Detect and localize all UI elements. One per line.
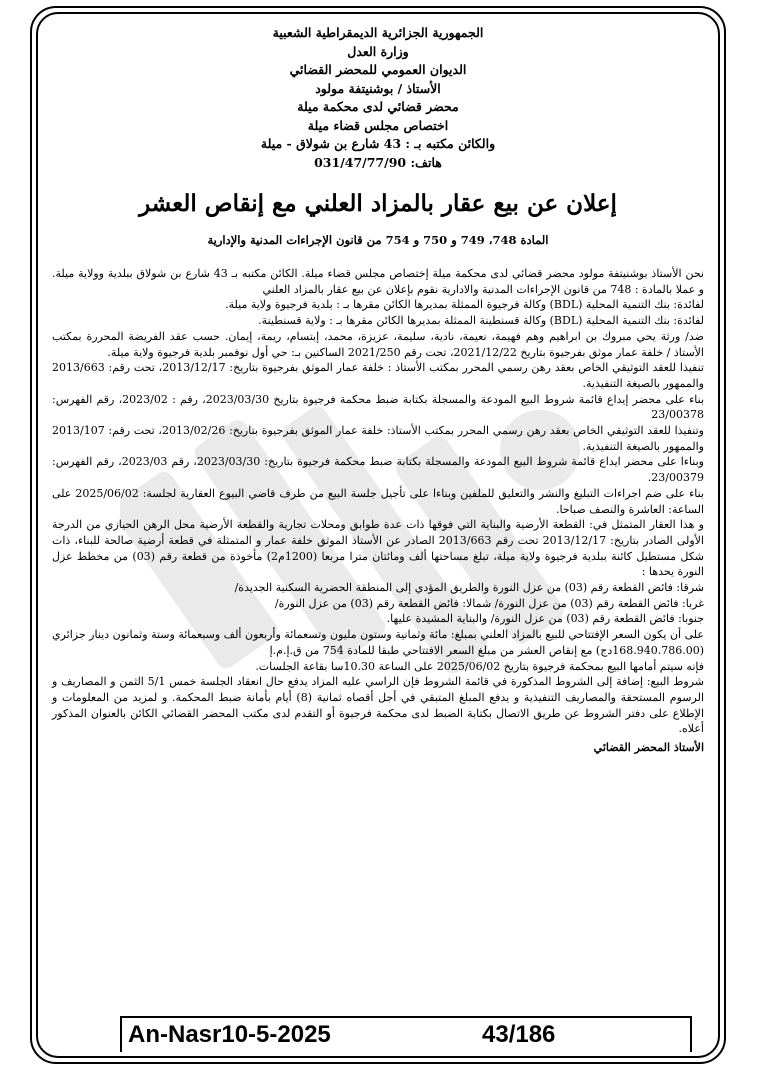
paragraph-beneficiary-2: لفائدة: بنك التنمية المحلية (BDL) وكالة قسنطينة الممثلة بمديرها الكائن مقرها بـ : ولاية قسنطينة.	[258, 314, 704, 328]
paragraph-sale-date: فإنه سيتم أمامها البيع بمحكمة فرجيوة بتاريخ 2025/06/02 على الساعة 10.30سا بقاعة الجلسات.	[255, 659, 704, 673]
announcement-title: إعلان عن بيع عقار بالمزاد العلني مع إنقاص العشر	[139, 190, 617, 217]
paragraph-execution-1: تنفيذا للعقد التوثيقي الخاص بعقد رهن رسمي المحرر بمكتب الأستاذ : خلفة عمار الموثق بفرجيوة بتاريخ: 2013/12/17، تحت رقم: 2013/663 والممهور بالصيغة التنفيذية.	[52, 361, 704, 390]
announcement-body	[52, 266, 704, 737]
publication-date: An-Nasr10-5-2025	[128, 1021, 331, 1048]
header-line-jurisdiction: اختصاص مجلس قضاء ميلة	[307, 117, 449, 133]
header-line-country: الجمهورية الجزائرية الديمقراطية الشعبية	[272, 25, 484, 40]
paragraph-price: على أن يكون السعر الإفتتاحي للبيع بالمزاد العلني بمبلغ: مائة وثمانية وستون مليون وتسعمائة وأربعون ألف وسبعمائة وستة وثمانون دينار جزائري (168.940.786.00دج) مع إنقاص العشر من مبلغ السعر الافتتاحي طبقا للمادة 754 من ق.إ.م.إ	[52, 628, 704, 657]
paragraph-conditions: شروط البيع: إضافة إلى الشروط المذكورة في قائمة الشروط فإن الراسي عليه المزاد يدفع حال انعقاد الجلسة خمس 5/1 الثمن و المصاريف و الرسوم المستحقة والمصاريف التنفيذية و يدفع المبلغ المتبقي في أجل أقصاه ثمانية (8) أيام بأمانة ضبط المحكمة. و لمزيد من المعلومات و الإطلاع على دفتر الشروط عن طريق الاتصال بكتابة الضبط لدى محكمة فرجيوة أو التقدم لدى مكتب المحضر القضائي الكائن بالعنوان المذكور أعلاه.	[52, 675, 704, 736]
legal-articles-subtitle: المادة 748، 749 و 750 و 754 من قانون الإجراءات المدنية والإدارية	[207, 233, 549, 247]
paragraph-deposit-1: بناء على محضر إيداع قائمة شروط البيع المودعة والمسجلة بكتابة ضبط محكمة فرجيوة بتاريخ 2023/03/30، رقم : 2023/02، رقم الفهرس: 23/00378	[52, 392, 705, 422]
page-number: 43/186	[482, 1021, 556, 1048]
paragraph-boundary-west-north: غربا: فائض القطعة رقم (03) من عزل النورة/ شمالا: فائض القطعة رقم (03) من عزل النورة/	[274, 596, 704, 610]
paragraph-boundary-east: شرقا: فائض القطعة رقم (03) من عزل النورة والطريق المؤدي إلى المنطقة الحضرية السكنية الجديدة/	[234, 581, 704, 595]
publication-footer	[120, 1016, 692, 1052]
official-header	[52, 24, 704, 172]
header-line-phone: هاتف: 031/47/77/90	[314, 154, 442, 170]
paragraph-boundary-south: جنوبا: فائض القطعة رقم (03) من عزل النورة/ والبناية المشيدة عليها.	[386, 612, 704, 626]
paragraph-beneficiary-1: لفائدة: بنك التنمية المحلية (BDL) وكالة فرجيوة الممثلة بمديرها الكائن مقرها بـ : بلدية فرجيوة ولاية ميلة.	[225, 298, 704, 312]
announcement-content	[52, 24, 704, 874]
paragraph-execution-2: وتنفيذا للعقد التوثيقي الخاص بعقد رهن رسمي المحرر بمكتب الأستاذ: خلفة عمار الموثق بفرجيوة بتاريخ: 2013/02/26، تحت رقم: 2013/107 والممهور بالصيغة التنفيذية.	[52, 424, 704, 453]
header-line-court: محضر قضائي لدى محكمة ميلة	[297, 99, 459, 114]
header-line-office: الديوان العمومي للمحضر القضائي	[289, 62, 467, 77]
paragraph-property: و هذا العقار المتمثل في: القطعة الأرضية والبناية التي فوقها ذات عدة طوابق ومحلات تجارية والقطعة الأرضية محل الرهن الحيازي من الدرجة الأولى الصادر بتاريخ: 2013/12/17 تحت رقم 2013/663 الصادر عن الأستاذ الموثق خلفة عمار و المتمثلة في قطعة أرضية صالحة للبناء، ذات شكل مستطيل كائنة ببلدية فرجيوة ولاية ميلة، تبلغ مساحتها ألف ومائتان مترا مربعا (1200م2) مأخوذة من قطعة رقم (03) من مخطط عزل النورة يحدها :	[52, 518, 704, 579]
header-line-ministry: وزارة العدل	[347, 43, 409, 59]
header-line-bailiff: الأستاذ / بوشنيتفة مولود	[315, 80, 441, 96]
paragraph-defendants: ضد/ ورثة يحي مبروك بن ابراهيم وهم فهيمة، نعيمة، نادية، سليمة، عزيزة، محمد، إبتسام، ريمة، إيمان. حسب عقد الفريضة المحررة بمكتب الأستاذ / خلفة عمار موثق بفرجيوة بتاريخ 2021/12/22، تحت رقم 2021/250 الساكنين بـ: حي أول نوفمبر بلدية فرجيوة ولاية ميلة.	[52, 329, 704, 359]
paragraph-deposit-2: وبناءا على محضر ايداع قائمة شروط البيع المودعة والمسجلة بكتابة ضبط محكمة فرجيوة بتاريخ: 2023/03/30، رقم 2023/03، رقم الفهرس: 23/00379.	[52, 455, 704, 485]
header-line-address: والكائن مكتبه بـ : 43 شارع بن شولاق - ميلة	[260, 136, 496, 151]
signature: الأستاذ المحضر القضائي	[593, 741, 704, 755]
paragraph-session: بناء على ضم اجراءات التبليغ والنشر والتعليق للملفين وبناءا على تأجيل جلسة البيع من طرف قاضي البيوع العقارية لجلسة: 2025/06/02 على الساعة: العاشرة والنصف صباحا.	[52, 486, 704, 516]
paragraph-intro: نحن الأستاذ بوشنيتفة مولود محضر قضائي لدى محكمة ميلة إختصاص مجلس قضاء ميلة. الكائن مكتبه بـ 43 شارع بن شولاق ببلدية وولاية ميلة. و عملا بالمادة : 748 من قانون الإجراءات المدنية والادارية نقوم بإعلان عن بيع عقار بالمزاد العلني	[52, 267, 704, 296]
